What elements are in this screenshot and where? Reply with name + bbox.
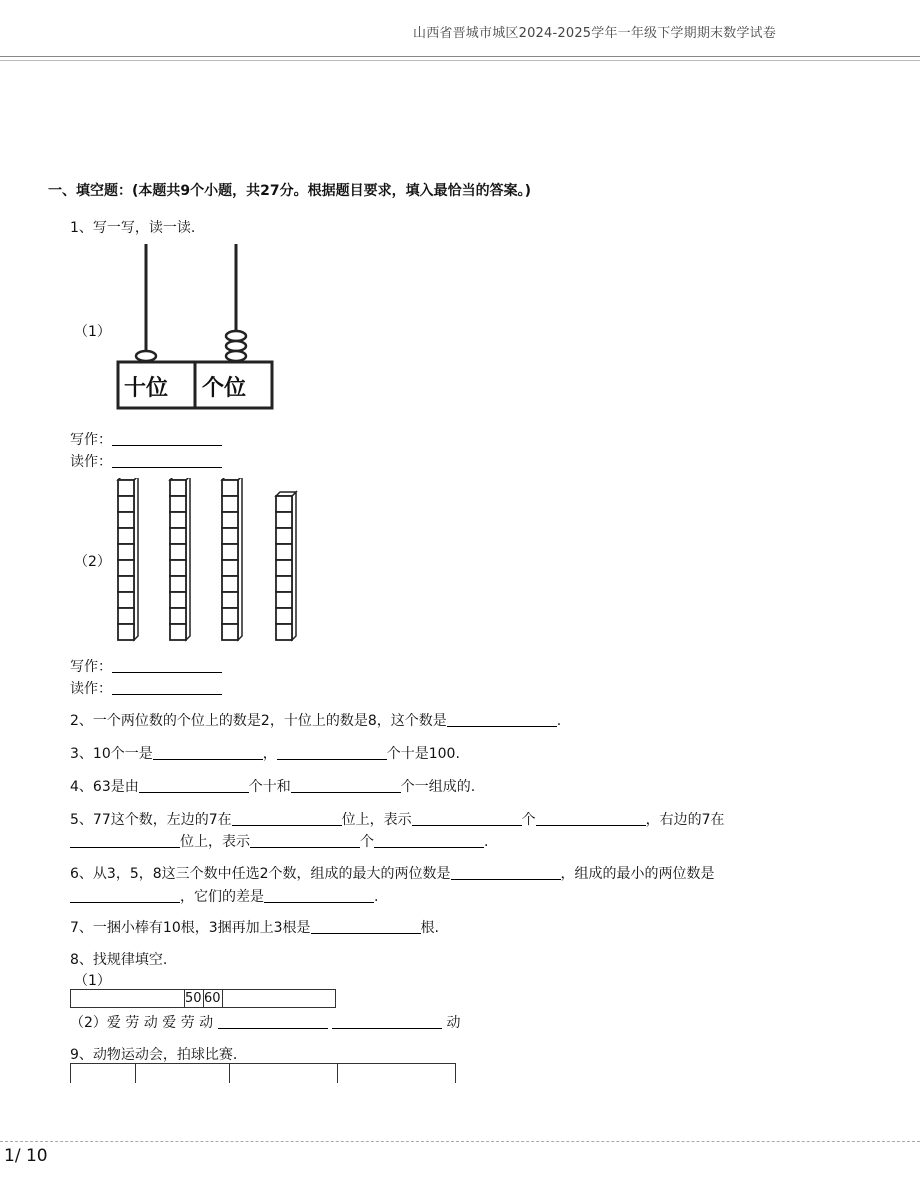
unit-cube: [276, 592, 292, 608]
unit-cube: [222, 496, 238, 512]
question-7: [70, 917, 439, 937]
q4-text: 4、63是由: [70, 779, 139, 795]
q2-text: 2、一个两位数的个位上的数是2，十位上的数是8，这个数是: [70, 713, 447, 729]
question-2: [70, 710, 561, 730]
cube-rod: [276, 492, 296, 640]
unit-cube: [170, 480, 186, 496]
unit-cube: [170, 512, 186, 528]
q4-text: 个十和: [248, 779, 291, 795]
q8-part1-label: （1）: [74, 973, 111, 989]
unit-cube: [170, 576, 186, 592]
unit-cube: [170, 624, 186, 640]
question-5: [70, 809, 725, 829]
unit-cube: [276, 576, 292, 592]
q6-text: ，组成的最小的两位数是: [560, 866, 715, 882]
q6-text: .: [374, 889, 379, 905]
abacus-figure: [114, 240, 276, 412]
unit-cube: [118, 608, 134, 624]
q7-text: 7、一捆小棒有10根，3捆再加上3根是: [70, 920, 311, 936]
answer-blank[interactable]: [291, 778, 401, 793]
unit-cube: [118, 528, 134, 544]
table-cell: [230, 1064, 338, 1084]
write-label: 写作：: [70, 432, 112, 448]
unit-cube: [118, 480, 134, 496]
question-1-stem: 1、写一写，读一读.: [70, 220, 196, 236]
table-cell: [71, 1064, 136, 1084]
q5-text: .: [484, 834, 489, 850]
q8-tail: 动: [446, 1015, 461, 1031]
answer-blank[interactable]: [451, 865, 561, 880]
q1-read-line: [70, 451, 222, 471]
read-label: 读作：: [70, 681, 112, 697]
q1-write-line: [70, 429, 222, 449]
answer-blank[interactable]: [250, 833, 360, 848]
unit-cube: [276, 528, 292, 544]
q5-text: 位上，表示: [341, 812, 412, 828]
answer-blank[interactable]: [112, 453, 222, 468]
unit-cube: [170, 592, 186, 608]
answer-blank[interactable]: [412, 811, 522, 826]
q1-read-line-2: [70, 678, 222, 698]
answer-blank[interactable]: [218, 1014, 328, 1029]
answer-blank[interactable]: [153, 745, 263, 760]
ones-place-label: 个位: [202, 375, 247, 401]
header-rule: [0, 56, 920, 57]
question-8-stem: 8、找规律填空.: [70, 952, 168, 968]
q6-text: ，它们的差是: [180, 889, 264, 905]
unit-cube: [222, 544, 238, 560]
q3-text: 个十是100.: [386, 746, 460, 762]
question-5-cont: [70, 831, 488, 851]
unit-cube: [118, 512, 134, 528]
unit-cube: [276, 544, 292, 560]
answer-blank[interactable]: [536, 811, 646, 826]
cube-rods-figure: [110, 478, 310, 648]
unit-cube: [222, 528, 238, 544]
question-6-cont: [70, 886, 378, 906]
answer-blank[interactable]: [447, 712, 557, 727]
q5-text: 位上，表示: [180, 834, 250, 850]
unit-cube: [222, 576, 238, 592]
unit-cube: [276, 512, 292, 528]
q5-text: ，右边的7在: [645, 812, 725, 828]
answer-blank[interactable]: [112, 680, 222, 695]
q1-part2-label: （2）: [74, 554, 111, 570]
section-title: 一、填空题：(本题共9个小题，共27分。根据题目要求，填入最恰当的答案。): [48, 183, 532, 199]
unit-cube: [170, 496, 186, 512]
cube-rod: [222, 478, 242, 640]
question-6: [70, 863, 715, 883]
q8-pattern-text: （2）爱 劳 动 爱 劳 动: [70, 1015, 214, 1031]
q5-text: 5、77这个数，左边的7在: [70, 812, 232, 828]
sequence-blank-cell[interactable]: [71, 990, 185, 1008]
cube-rod: [118, 478, 138, 640]
unit-cube: [118, 544, 134, 560]
answer-blank[interactable]: [70, 833, 180, 848]
unit-cube: [118, 560, 134, 576]
q3-text: 3、10个一是: [70, 746, 153, 762]
page-number: 1/ 10: [4, 1146, 48, 1166]
read-label: 读作：: [70, 454, 112, 470]
unit-cube: [118, 592, 134, 608]
question-9-stem: 9、动物运动会，拍球比赛.: [70, 1047, 238, 1063]
answer-blank[interactable]: [232, 811, 342, 826]
table-cell: [136, 1064, 230, 1084]
q1-write-line-2: [70, 656, 222, 676]
unit-cube: [170, 544, 186, 560]
unit-cube: [276, 624, 292, 640]
footer-rule: [0, 1141, 920, 1142]
q6-text: 6、从3，5，8这三个数中任选2个数，组成的最大的两位数是: [70, 866, 451, 882]
q5-text: 个: [521, 812, 536, 828]
q5-text: 个: [360, 834, 374, 850]
unit-cube: [276, 496, 292, 512]
tens-place-label: 十位: [124, 375, 169, 401]
q4-text: 个一组成的.: [400, 779, 476, 795]
unit-cube: [222, 512, 238, 528]
unit-cube: [118, 624, 134, 640]
sequence-table: [70, 989, 336, 1008]
unit-cube: [118, 576, 134, 592]
q1-part1-label: （1）: [74, 324, 111, 340]
answer-blank[interactable]: [112, 658, 222, 673]
write-label: 写作：: [70, 659, 112, 675]
q3-text: ，: [262, 746, 277, 762]
sequence-value-cell: 50: [185, 991, 202, 1006]
answer-blank[interactable]: [311, 919, 421, 934]
answer-blank[interactable]: [277, 745, 387, 760]
document-header: 山西省晋城市城区2024-2025学年一年级下学期期末数学试卷: [413, 26, 777, 41]
unit-cube: [222, 624, 238, 640]
q9-table: [70, 1063, 456, 1083]
cube-rod: [170, 478, 190, 640]
unit-cube: [222, 480, 238, 496]
q8-part2: [70, 1012, 461, 1032]
header-rule-secondary: [0, 60, 920, 61]
answer-blank[interactable]: [70, 888, 180, 903]
unit-cube: [222, 560, 238, 576]
question-4: [70, 776, 475, 796]
sequence-value-cell: 60: [204, 991, 221, 1006]
answer-blank[interactable]: [374, 833, 484, 848]
unit-cube: [170, 528, 186, 544]
unit-cube: [276, 560, 292, 576]
unit-cube: [222, 592, 238, 608]
unit-cube: [170, 560, 186, 576]
unit-cube: [118, 496, 134, 512]
unit-cube: [170, 608, 186, 624]
sequence-blank-cell[interactable]: [223, 990, 336, 1008]
answer-blank[interactable]: [139, 778, 249, 793]
ones-bead: [226, 341, 246, 351]
unit-cube: [276, 608, 292, 624]
tens-bead: [136, 351, 156, 361]
ones-bead: [226, 351, 246, 361]
ones-bead: [226, 331, 246, 341]
q2-end: .: [556, 713, 562, 729]
question-3: [70, 743, 460, 763]
answer-blank[interactable]: [112, 431, 222, 446]
table-cell: [338, 1064, 456, 1084]
q7-text: 根.: [420, 920, 439, 936]
answer-blank[interactable]: [332, 1014, 442, 1029]
answer-blank[interactable]: [264, 888, 374, 903]
unit-cube: [222, 608, 238, 624]
